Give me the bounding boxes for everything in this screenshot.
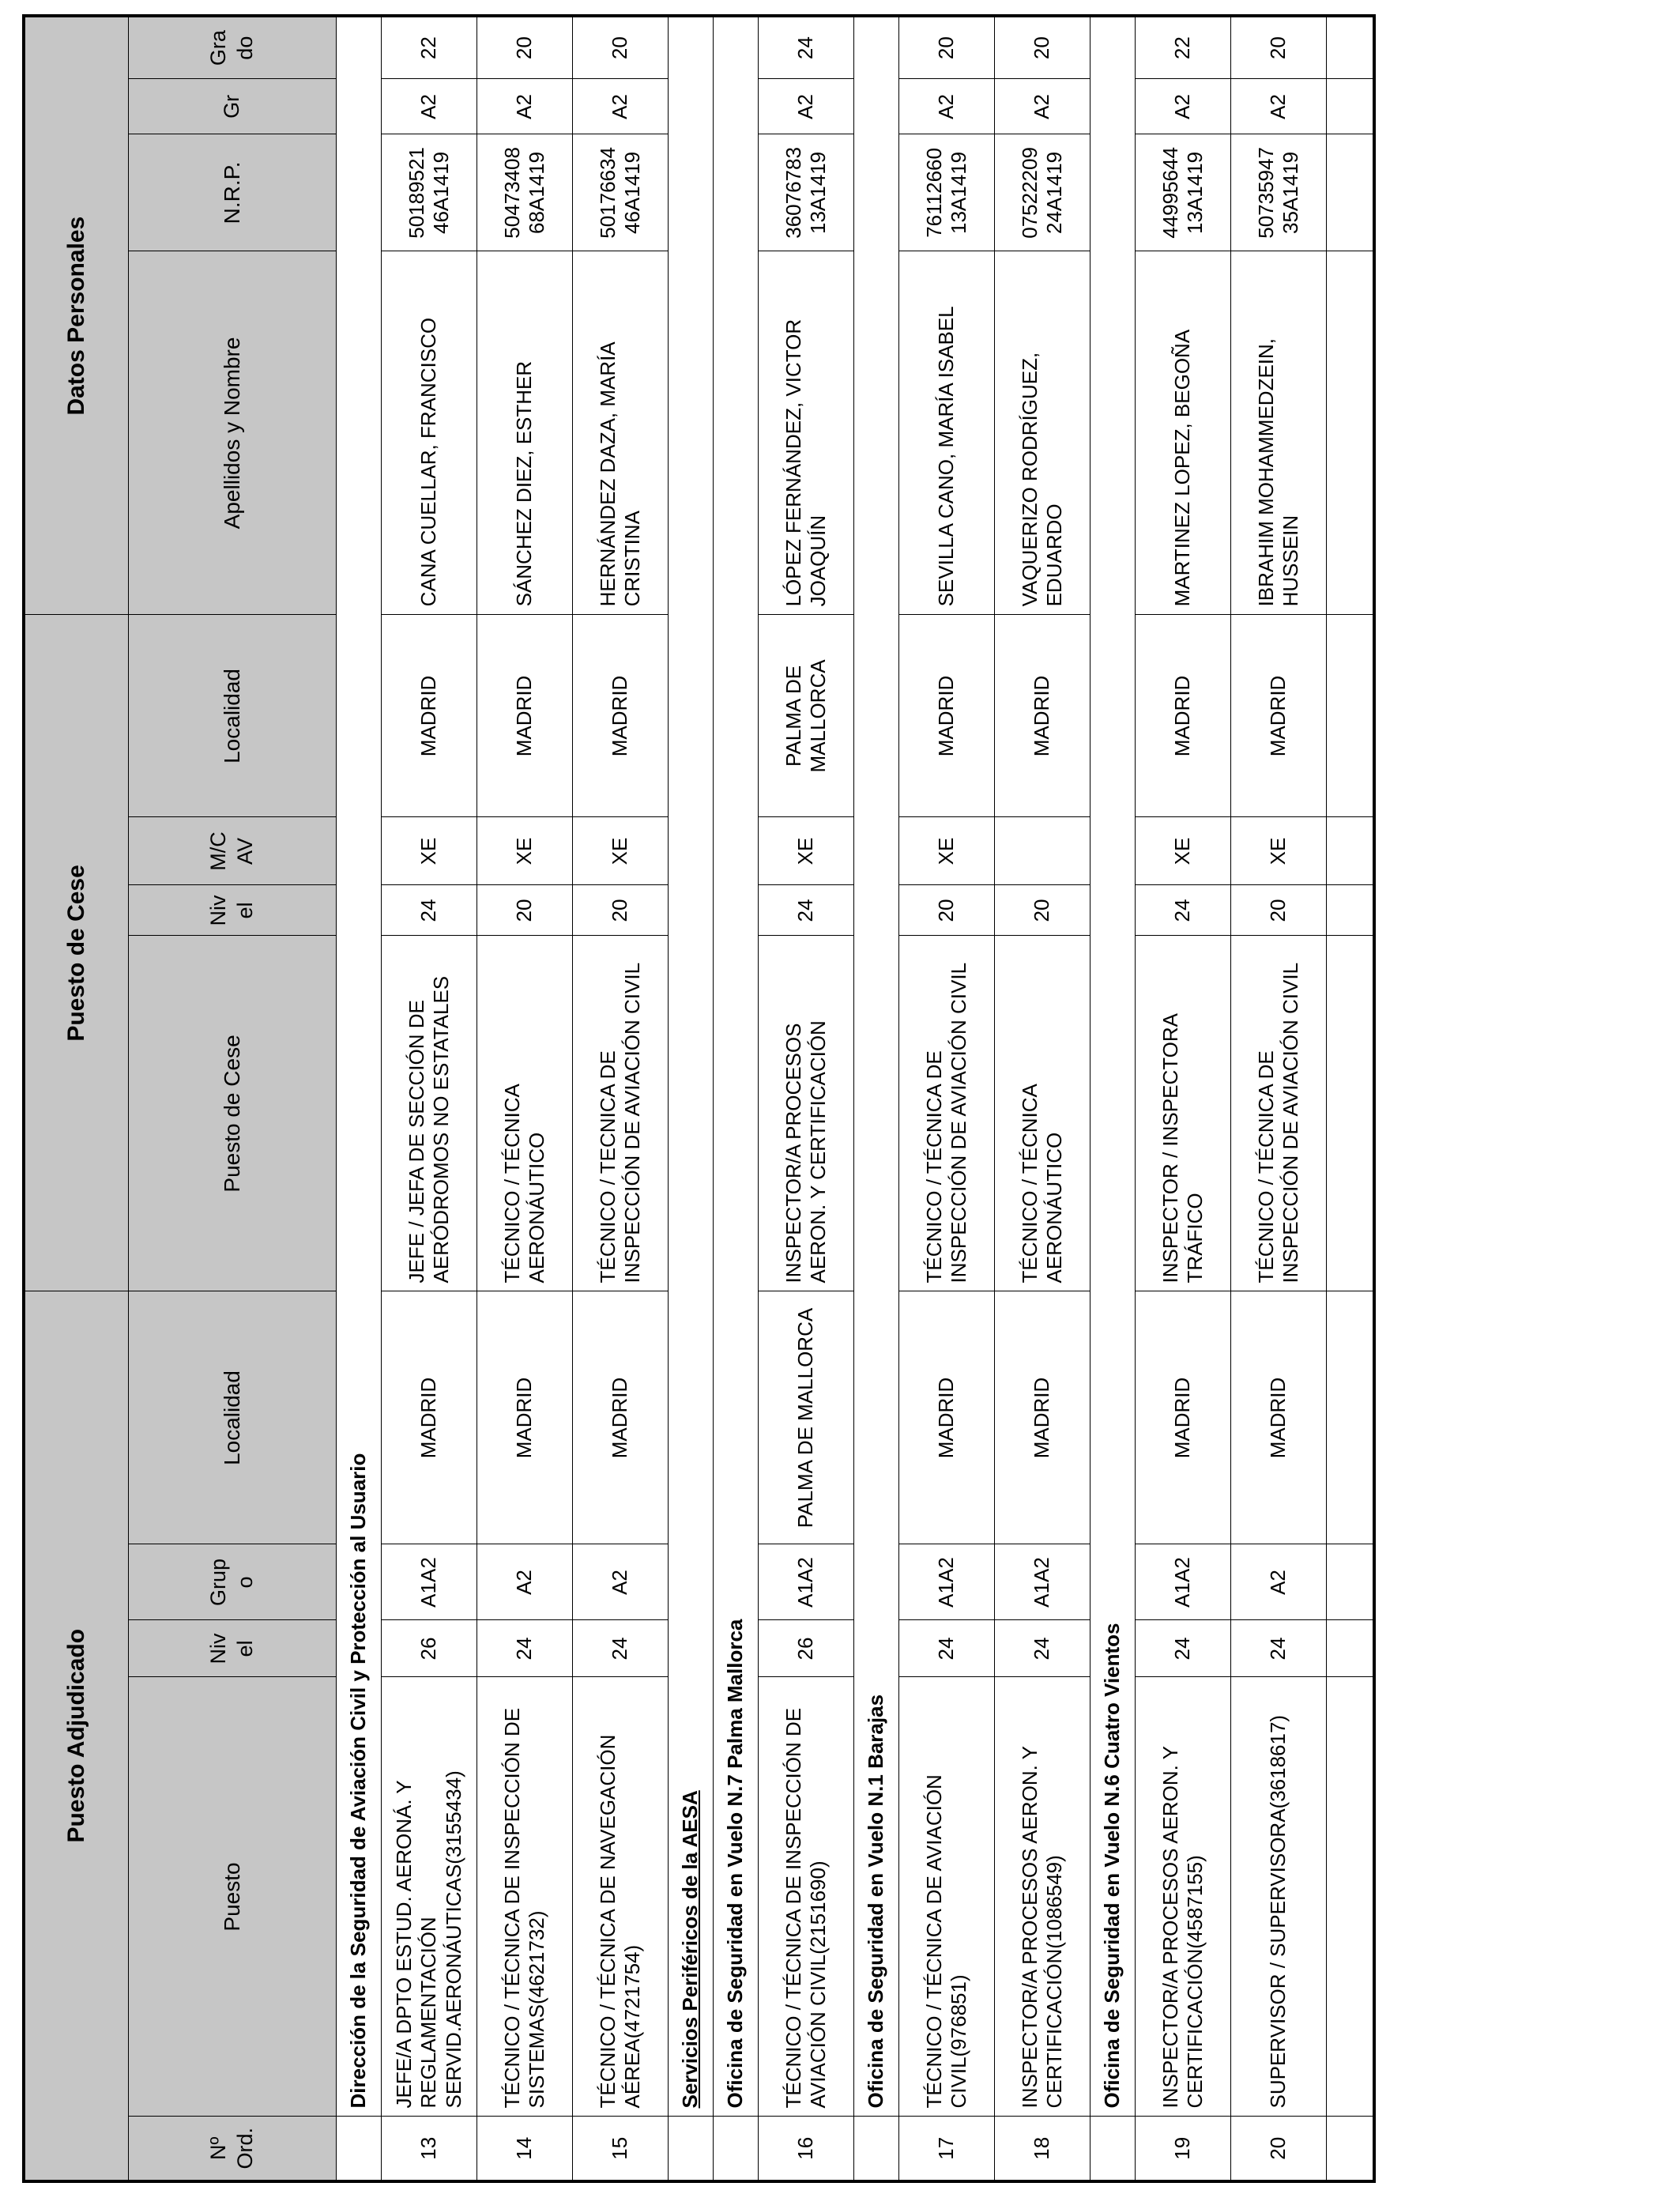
cell-grupo: A1A2: [382, 1544, 477, 1620]
cell-grado: 24: [759, 16, 854, 79]
col-nivel-header: [129, 1620, 337, 1677]
cell-nivel-cese: 24: [759, 885, 854, 936]
cell-localidad-cese: MADRID: [477, 615, 573, 817]
col-localidad-header: Localidad: [129, 1291, 337, 1544]
cell-nrp: 5018952146A1419: [382, 134, 477, 251]
cell-localidad: MADRID: [477, 1291, 573, 1544]
cell-nombre: SEVILLA CANO, MARÍA ISABEL: [899, 251, 995, 615]
band-awarded-header: Puesto Adjudicado: [24, 1291, 129, 2181]
cell-mcav: XE: [477, 817, 573, 885]
cell-localidad: PALMA DE MALLORCA: [759, 1291, 854, 1544]
col-puesto-cese-header: Puesto de Cese: [129, 936, 337, 1291]
cell-grado: 20: [995, 16, 1090, 79]
cell-nombre: HERNÁNDEZ DAZA, MARÍA CRISTINA: [573, 251, 669, 615]
cell-nivel: 24: [1136, 1620, 1231, 1677]
cell-nivel-cese: 20: [573, 885, 669, 936]
cell-no: 18: [995, 2117, 1090, 2181]
cell-no: 20: [1231, 2117, 1327, 2181]
cell-nivel-cese: 24: [382, 885, 477, 936]
cell-no: 17: [899, 2117, 995, 2181]
cell-no: 19: [1136, 2117, 1231, 2181]
cell-grupo: A1A2: [1136, 1544, 1231, 1620]
cell-localidad: MADRID: [382, 1291, 477, 1544]
cell-grupo: A1A2: [995, 1544, 1090, 1620]
cell-gr: A2: [382, 79, 477, 134]
cell-localidad-cese: MADRID: [1231, 615, 1327, 817]
cell-nrp: 5017663446A1419: [573, 134, 669, 251]
section-title: Dirección de la Seguridad de Aviación Civil y Protección al Usuario: [337, 16, 382, 2117]
cell-puesto: INSPECTOR/A PROCESOS AERON. Y CERTIFICACIÓN(1086549): [995, 1677, 1090, 2117]
cell-nivel: 24: [995, 1620, 1090, 1677]
col-nivel-cese-header: [129, 885, 337, 936]
cell-mcav: [995, 817, 1090, 885]
cell-nivel: 24: [477, 1620, 573, 1677]
cell-nivel-cese: 20: [1231, 885, 1327, 936]
col-apellidos-header: Apellidos y Nombre: [129, 251, 337, 615]
cell-grado: 20: [1231, 16, 1327, 79]
cell-nombre: VAQUERIZO RODRÍGUEZ, EDUARDO: [995, 251, 1090, 615]
section-row: [337, 16, 382, 2181]
cell-mcav: XE: [1231, 817, 1327, 885]
cell-no: 15: [573, 2117, 669, 2181]
empty-row: [1327, 16, 1374, 2181]
cell-grado: 22: [1136, 16, 1231, 79]
rotated-table-wrapper: [22, 17, 1302, 2183]
cell-grupo: A2: [573, 1544, 669, 1620]
col-grado-header: [129, 16, 337, 79]
cell-nivel: 24: [899, 1620, 995, 1677]
section-title: Oficina de Seguridad en Vuelo N.7 Palma Mallorca: [714, 16, 759, 2117]
cell-nrp: 0752220924A1419: [995, 134, 1090, 251]
cell-gr: A2: [573, 79, 669, 134]
cell-grado: 22: [382, 16, 477, 79]
col-grupo-header: [129, 1544, 337, 1620]
section-row: [669, 16, 714, 2181]
cell-nivel: 26: [759, 1620, 854, 1677]
cell-localidad: MADRID: [995, 1291, 1090, 1544]
cell-grupo: A2: [1231, 1544, 1327, 1620]
cell-mcav: XE: [382, 817, 477, 885]
section-row: [1090, 16, 1136, 2181]
cell-localidad-cese: MADRID: [995, 615, 1090, 817]
cell-nombre: SÁNCHEZ DIEZ, ESTHER: [477, 251, 573, 615]
cell-localidad-cese: MADRID: [1136, 615, 1231, 817]
table-row: [995, 16, 1090, 2181]
cell-grado: 20: [573, 16, 669, 79]
cell-puesto: TÉCNICO / TÉCNICA DE INSPECCIÓN DE AVIACIÓN CIVIL(2151690): [759, 1677, 854, 2117]
cell-grupo: A2: [477, 1544, 573, 1620]
col-localidad-cese-header: Localidad: [129, 615, 337, 817]
cell-puesto: TÉCNICO / TÉCNICA DE INSPECCIÓN DE SISTEMAS(4621732): [477, 1677, 573, 2117]
cell-gr: A2: [1231, 79, 1327, 134]
cell-puesto: TÉCNICO / TÉCNICA DE NAVEGACIÓN AÉREA(4721754): [573, 1677, 669, 2117]
col-gr-label: Gr: [220, 94, 244, 119]
cell-puesto-cese: JEFE / JEFA DE SECCIÓN DE AERÓDROMOS NO ESTATALES: [382, 936, 477, 1291]
cell-puesto-cese: INSPECTOR / INSPECTORA TRÁFICO: [1136, 936, 1231, 1291]
cell-mcav: XE: [573, 817, 669, 885]
cell-localidad: MADRID: [1136, 1291, 1231, 1544]
cell-nrp: 5047340868A1419: [477, 134, 573, 251]
section-title: Servicios Periféricos de la AESA: [669, 16, 714, 2117]
cell-puesto: SUPERVISOR / SUPERVISORA(3618617): [1231, 1677, 1327, 2117]
col-nivel-cese-label: Nivel: [206, 895, 257, 926]
col-gr-header: [129, 79, 337, 134]
cell-gr: A2: [995, 79, 1090, 134]
cell-nrp: 7611266013A1419: [899, 134, 995, 251]
cell-localidad-cese: MADRID: [899, 615, 995, 817]
cell-nombre: IBRAHIM MOHAMMEDZEIN, HUSSEIN: [1231, 251, 1327, 615]
cell-nrp: 5073594735A1419: [1231, 134, 1327, 251]
cell-nivel-cese: 20: [899, 885, 995, 936]
cell-gr: A2: [899, 79, 995, 134]
cell-mcav: XE: [1136, 817, 1231, 885]
cell-no: 13: [382, 2117, 477, 2181]
assignment-table: [22, 14, 1376, 2183]
cell-puesto-cese: TÉCNICO / TÉCNICA AERONÁUTICO: [995, 936, 1090, 1291]
cell-localidad-cese: PALMA DE MALLORCA: [759, 615, 854, 817]
col-mcav-label: M/CAV: [206, 831, 257, 871]
cell-gr: A2: [477, 79, 573, 134]
col-puesto-header: Puesto: [129, 1677, 337, 2117]
cell-puesto: INSPECTOR/A PROCESOS AERON. Y CERTIFICACIÓN(4587155): [1136, 1677, 1231, 2117]
section-title: Oficina de Seguridad en Vuelo N.6 Cuatro Vientos: [1090, 16, 1136, 2117]
cell-localidad: MADRID: [1231, 1291, 1327, 1544]
cell-nivel-cese: 20: [477, 885, 573, 936]
col-nivel-label: Nivel: [206, 1633, 257, 1664]
cell-mcav: XE: [899, 817, 995, 885]
cell-mcav: XE: [759, 817, 854, 885]
table-row: [573, 16, 669, 2181]
cell-gr: A2: [759, 79, 854, 134]
table-row: [1136, 16, 1231, 2181]
cell-nivel: 24: [573, 1620, 669, 1677]
table-row: [1231, 16, 1327, 2181]
cell-nivel-cese: 24: [1136, 885, 1231, 936]
section-row: [854, 16, 899, 2181]
cell-puesto-cese: INSPECTOR/A PROCESOS AERON. Y CERTIFICACIÓN: [759, 936, 854, 1291]
cell-nivel: 24: [1231, 1620, 1327, 1677]
col-grado-label: Grado: [206, 30, 257, 66]
cell-no: 14: [477, 2117, 573, 2181]
cell-no: 16: [759, 2117, 854, 2181]
cell-puesto-cese: TÉCNICO / TECNICA DE INSPECCIÓN DE AVIACIÓN CIVIL: [573, 936, 669, 1291]
cell-grupo: A1A2: [899, 1544, 995, 1620]
cell-puesto-cese: TÉCNICO / TÉCNICA AERONÁUTICO: [477, 936, 573, 1291]
cell-nombre: LÓPEZ FERNÁNDEZ, VICTOR JOAQUÍN: [759, 251, 854, 615]
cell-puesto: JEFE/A DPTO ESTUD. AERONÁ. Y REGLAMENTACIÓN SERVID.AERONÁUTICAS(3155434): [382, 1677, 477, 2117]
cell-nrp: 4499564413A1419: [1136, 134, 1231, 251]
table-row: [382, 16, 477, 2181]
cell-nombre: MARTINEZ LOPEZ, BEGOÑA: [1136, 251, 1231, 615]
col-mcav-header: [129, 817, 337, 885]
cell-localidad: MADRID: [573, 1291, 669, 1544]
section-title: Oficina de Seguridad en Vuelo N.1 Barajas: [854, 16, 899, 2117]
table-row: [477, 16, 573, 2181]
col-no-header: [129, 2117, 337, 2181]
col-nrp-header: N.R.P.: [129, 134, 337, 251]
section-row: [714, 16, 759, 2181]
cell-nivel: 26: [382, 1620, 477, 1677]
cell-puesto-cese: TÉCNICO / TÉCNICA DE INSPECCIÓN DE AVIACIÓN CIVIL: [899, 936, 995, 1291]
col-grupo-label: Grupo: [206, 1558, 257, 1607]
cell-grupo: A1A2: [759, 1544, 854, 1620]
col-no-label: Nº Ord.: [206, 2128, 257, 2169]
cell-grado: 20: [899, 16, 995, 79]
band-cease-header: Puesto de Cese: [24, 615, 129, 1291]
cell-gr: A2: [1136, 79, 1231, 134]
cell-grado: 20: [477, 16, 573, 79]
table-row: [899, 16, 995, 2181]
band-personal-header: Datos Personales: [24, 16, 129, 615]
cell-localidad-cese: MADRID: [573, 615, 669, 817]
cell-localidad: MADRID: [899, 1291, 995, 1544]
cell-nombre: CANA CUELLAR, FRANCISCO: [382, 251, 477, 615]
cell-puesto-cese: TÉCNICO / TÉCNICA DE INSPECCIÓN DE AVIACIÓN CIVIL: [1231, 936, 1327, 1291]
cell-puesto: TÉCNICO / TÉCNICA DE AVIACIÓN CIVIL(976851): [899, 1677, 995, 2117]
cell-nrp: 3607678313A1419: [759, 134, 854, 251]
table-row: [759, 16, 854, 2181]
cell-localidad-cese: MADRID: [382, 615, 477, 817]
cell-nivel-cese: 20: [995, 885, 1090, 936]
